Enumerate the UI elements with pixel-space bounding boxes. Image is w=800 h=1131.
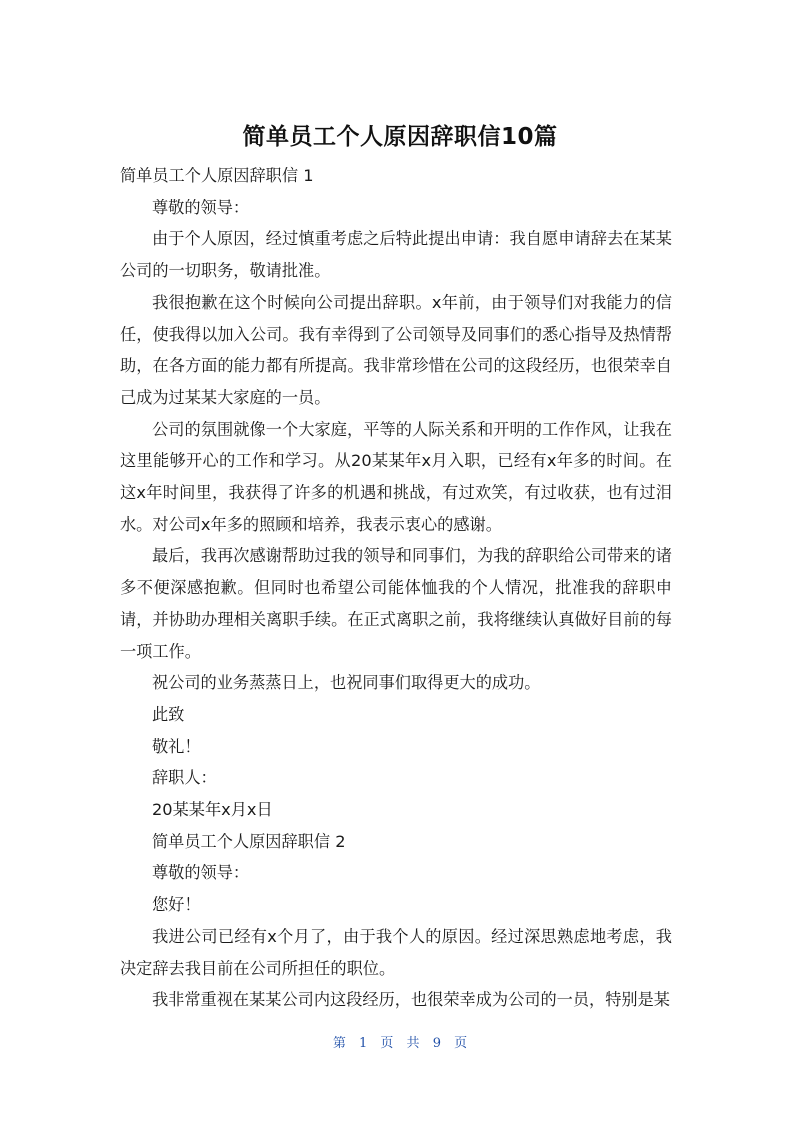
paragraph: 祝公司的业务蒸蒸日上，也祝同事们取得更大的成功。 xyxy=(152,673,541,693)
paragraph: 公司的氛围就像一个大家庭，平等的人际关系和开明的工作作风，让我在这里能够开心的工作和学习。从20某某年x月入职，已经有x年多的时间。在这x年时间里，我获得了许多的机遇和挑战，有过欢笑，有过收获，也有过泪水。对公司x年多的照顾和培养，我表示衷心的感谢。 xyxy=(120,419,672,534)
salutation: 尊敬的领导： xyxy=(152,863,250,883)
date-line: 20某某年x月x日 xyxy=(152,800,273,820)
signature-label: 辞职人： xyxy=(152,768,217,788)
document-body xyxy=(120,160,672,1016)
paragraph: 我非常重视在某某公司内这段经历，也很荣幸成为公司的一员，特别是某 xyxy=(152,990,670,1010)
section-heading-1: 简单员工个人原因辞职信 1 xyxy=(120,166,314,185)
closing-line: 此致 xyxy=(152,704,185,724)
paragraph: 我进公司已经有x个月了，由于我个人的原因。经过深思熟虑地考虑，我决定辞去我目前在公司所担任的职位。 xyxy=(120,926,672,978)
paragraph: 由于个人原因，经过慎重考虑之后特此提出申请：我自愿申请辞去在某某公司的一切职务，敬请批准。 xyxy=(120,229,672,281)
greeting: 您好！ xyxy=(152,895,201,915)
closing-line: 敬礼！ xyxy=(152,736,201,756)
paragraph: 我很抱歉在这个时候向公司提出辞职。x年前，由于领导们对我能力的信任，使我得以加入公司。我有幸得到了公司领导及同事们的悉心指导及热情帮助，在各方面的能力都有所提高。我非常珍惜在公司的这段经历，也很荣幸自己成为过某某大家庭的一员。 xyxy=(120,292,672,407)
section-heading-2: 简单员工个人原因辞职信 2 xyxy=(152,831,346,851)
salutation: 尊敬的领导： xyxy=(152,197,250,217)
page-number-footer: 第 1 页 共 9 页 xyxy=(332,1036,468,1051)
paragraph: 最后，我再次感谢帮助过我的领导和同事们，为我的辞职给公司带来的诸多不便深感抱歉。但同时也希望公司能体恤我的个人情况，批准我的辞职申请，并协助办理相关离职手续。在正式离职之前，我将继续认真做好目前的每一项工作。 xyxy=(120,546,672,661)
document-title: 简单员工个人原因辞职信10篇 xyxy=(242,124,558,150)
